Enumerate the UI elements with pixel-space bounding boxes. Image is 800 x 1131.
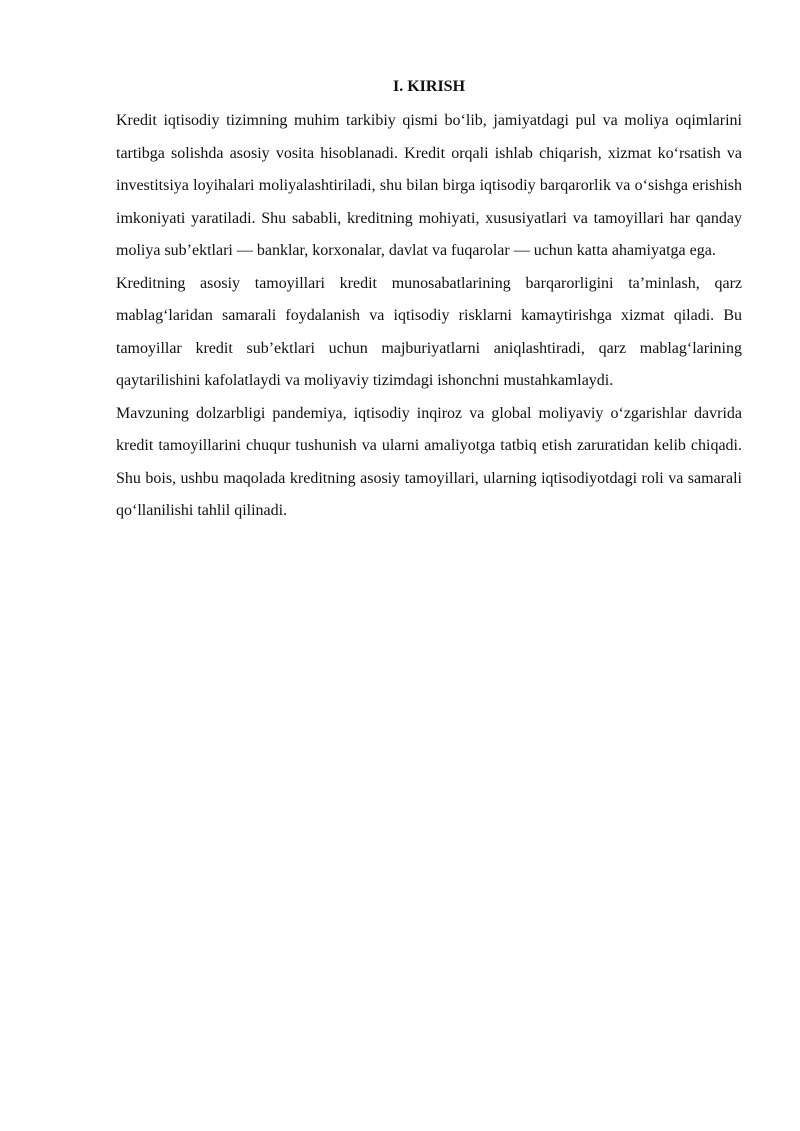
paragraph-3: Mavzuning dolzarbligi pandemiya, iqtisodiy inqiroz va global moliyaviy o‘zgarishlar davrida kredit tamoyillarini chuqur tushunish va ularni amaliyotga tatbiq etish zaruratidan kelib chiqadi. Shu bois, ushbu maqolada kreditning asosiy tamoyillari, ularning iqtisodiyotdagi roli va samarali qo‘llanilishi tahlil qilinadi. [116,404,742,519]
paragraph-1: Kredit iqtisodiy tizimning muhim tarkibiy qismi bo‘lib, jamiyatdagi pul va moliya oqimlarini tartibga solishda asosiy vosita hisoblanadi. Kredit orqali ishlab chiqarish, xizmat ko‘rsatish va investitsiya loyihalari moliyalashtiriladi, shu bilan birga iqtisodiy barqarorlik va o‘sishga erishish imkoniyati yaratiladi. Shu sababli, kreditning mohiyati, xususiyatlari va tamoyillari har qanday moliya sub’ektlari — banklar, korxonalar, davlat va fuqarolar — uchun katta ahamiyatga ega. [116,112,742,259]
paragraph-2: Kreditning asosiy tamoyillari kredit munosabatlarining barqarorligini ta’minlash, qarz mablag‘laridan samarali foydalanish va iqtisodiy risklarni kamaytirishga xizmat qiladi. Bu tamoyillar kredit sub’ektlari uchun majburiyatlarni aniqlashtiradi, qarz mablag‘larining qaytarilishini kafolatlaydi va moliyaviy tizimdagi ishonchni mustahkamlaydi. [116,274,742,389]
section-heading: I. KIRISH [392,78,466,95]
document-body [116,75,742,528]
